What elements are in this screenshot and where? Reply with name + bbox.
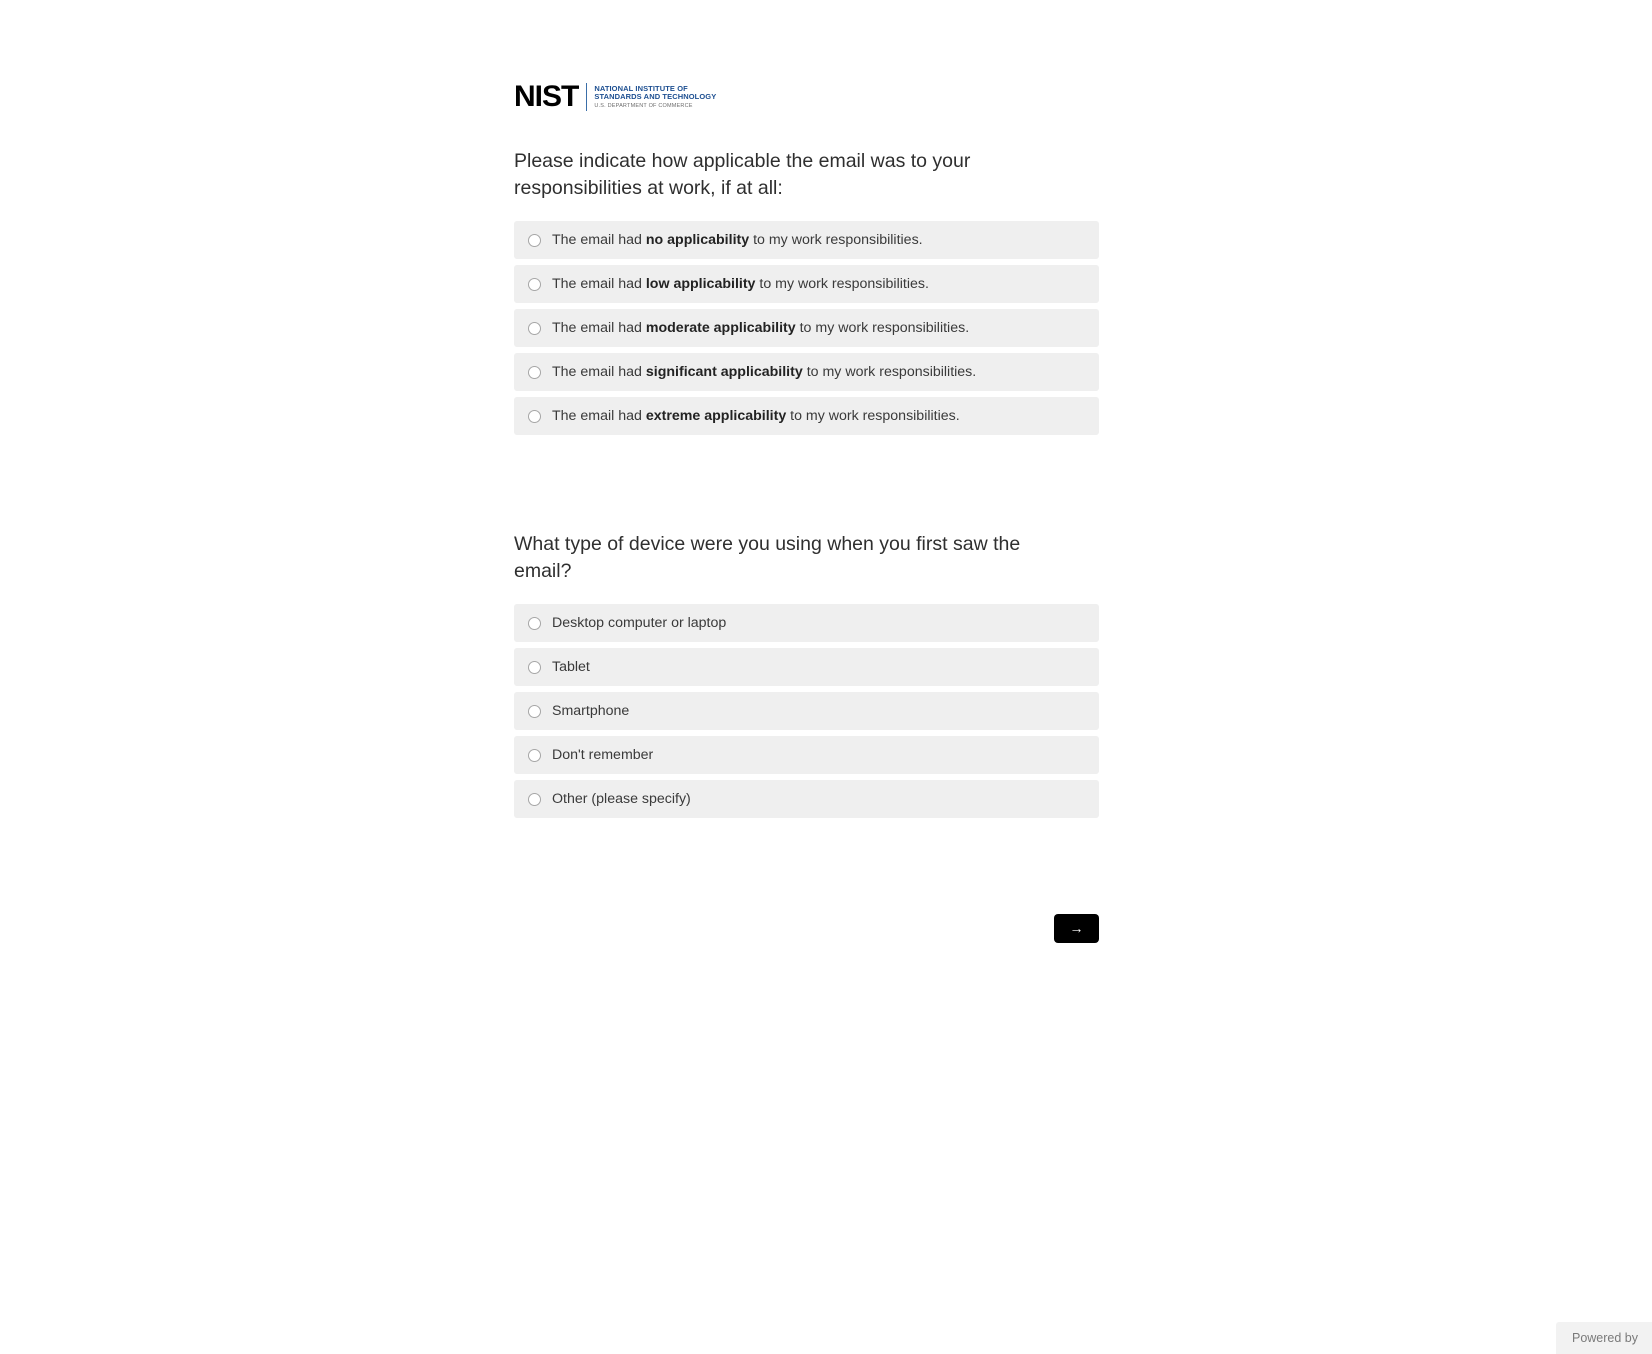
option-row[interactable] [514,397,1099,435]
option-row[interactable] [514,265,1099,303]
option-row[interactable] [514,604,1099,642]
question-block-device [514,531,1099,818]
navigation-row [514,914,1099,943]
question-title: What type of device were you using when you first saw the email? [514,533,1021,582]
option-group-applicability [514,221,1099,435]
survey-form [514,80,1099,943]
option-label: Other (please specify) [552,790,691,807]
radio-icon[interactable] [528,617,541,630]
nist-logo-line3: U.S. DEPARTMENT OF COMMERCE [594,102,693,109]
option-label: Tablet [552,658,590,675]
option-label: Don't remember [552,746,654,763]
option-row[interactable] [514,309,1099,347]
option-row[interactable] [514,221,1099,259]
nist-logo-line2: STANDARDS AND TECHNOLOGY [594,92,717,102]
question-block-applicability [514,148,1099,435]
radio-icon[interactable] [528,322,541,335]
next-button[interactable]: → [1054,914,1099,943]
radio-icon[interactable] [528,793,541,806]
option-row[interactable] [514,736,1099,774]
nist-logo-line1: NATIONAL INSTITUTE OF [594,84,688,94]
radio-icon[interactable] [528,410,541,423]
option-row[interactable] [514,648,1099,686]
option-row[interactable] [514,692,1099,730]
nist-logo-wordmark: NIST [514,80,579,113]
logo-divider [586,83,587,111]
radio-icon[interactable] [528,705,541,718]
option-label: The email had extreme applicability to my work responsibilities. [552,407,960,424]
option-label: The email had moderate applicability to my work responsibilities. [552,319,970,336]
option-group-device [514,604,1099,818]
option-row[interactable] [514,780,1099,818]
option-label: Desktop computer or laptop [552,614,727,631]
radio-icon[interactable] [528,234,541,247]
powered-by-badge[interactable]: Powered by [1556,1322,1652,1354]
option-label: The email had low applicability to my work responsibilities. [552,275,929,292]
option-label: The email had significant applicability to my work responsibilities. [552,363,977,380]
radio-icon[interactable] [528,366,541,379]
radio-icon[interactable] [528,278,541,291]
nist-logo [514,80,1099,114]
question-title: Please indicate how applicable the email was to your responsibilities at work, if at all: [514,150,971,199]
option-label: Smartphone [552,702,630,719]
option-label: The email had no applicability to my work responsibilities. [552,231,923,248]
radio-icon[interactable] [528,661,541,674]
radio-icon[interactable] [528,749,541,762]
nist-logo-subtext [594,85,716,109]
option-row[interactable] [514,353,1099,391]
